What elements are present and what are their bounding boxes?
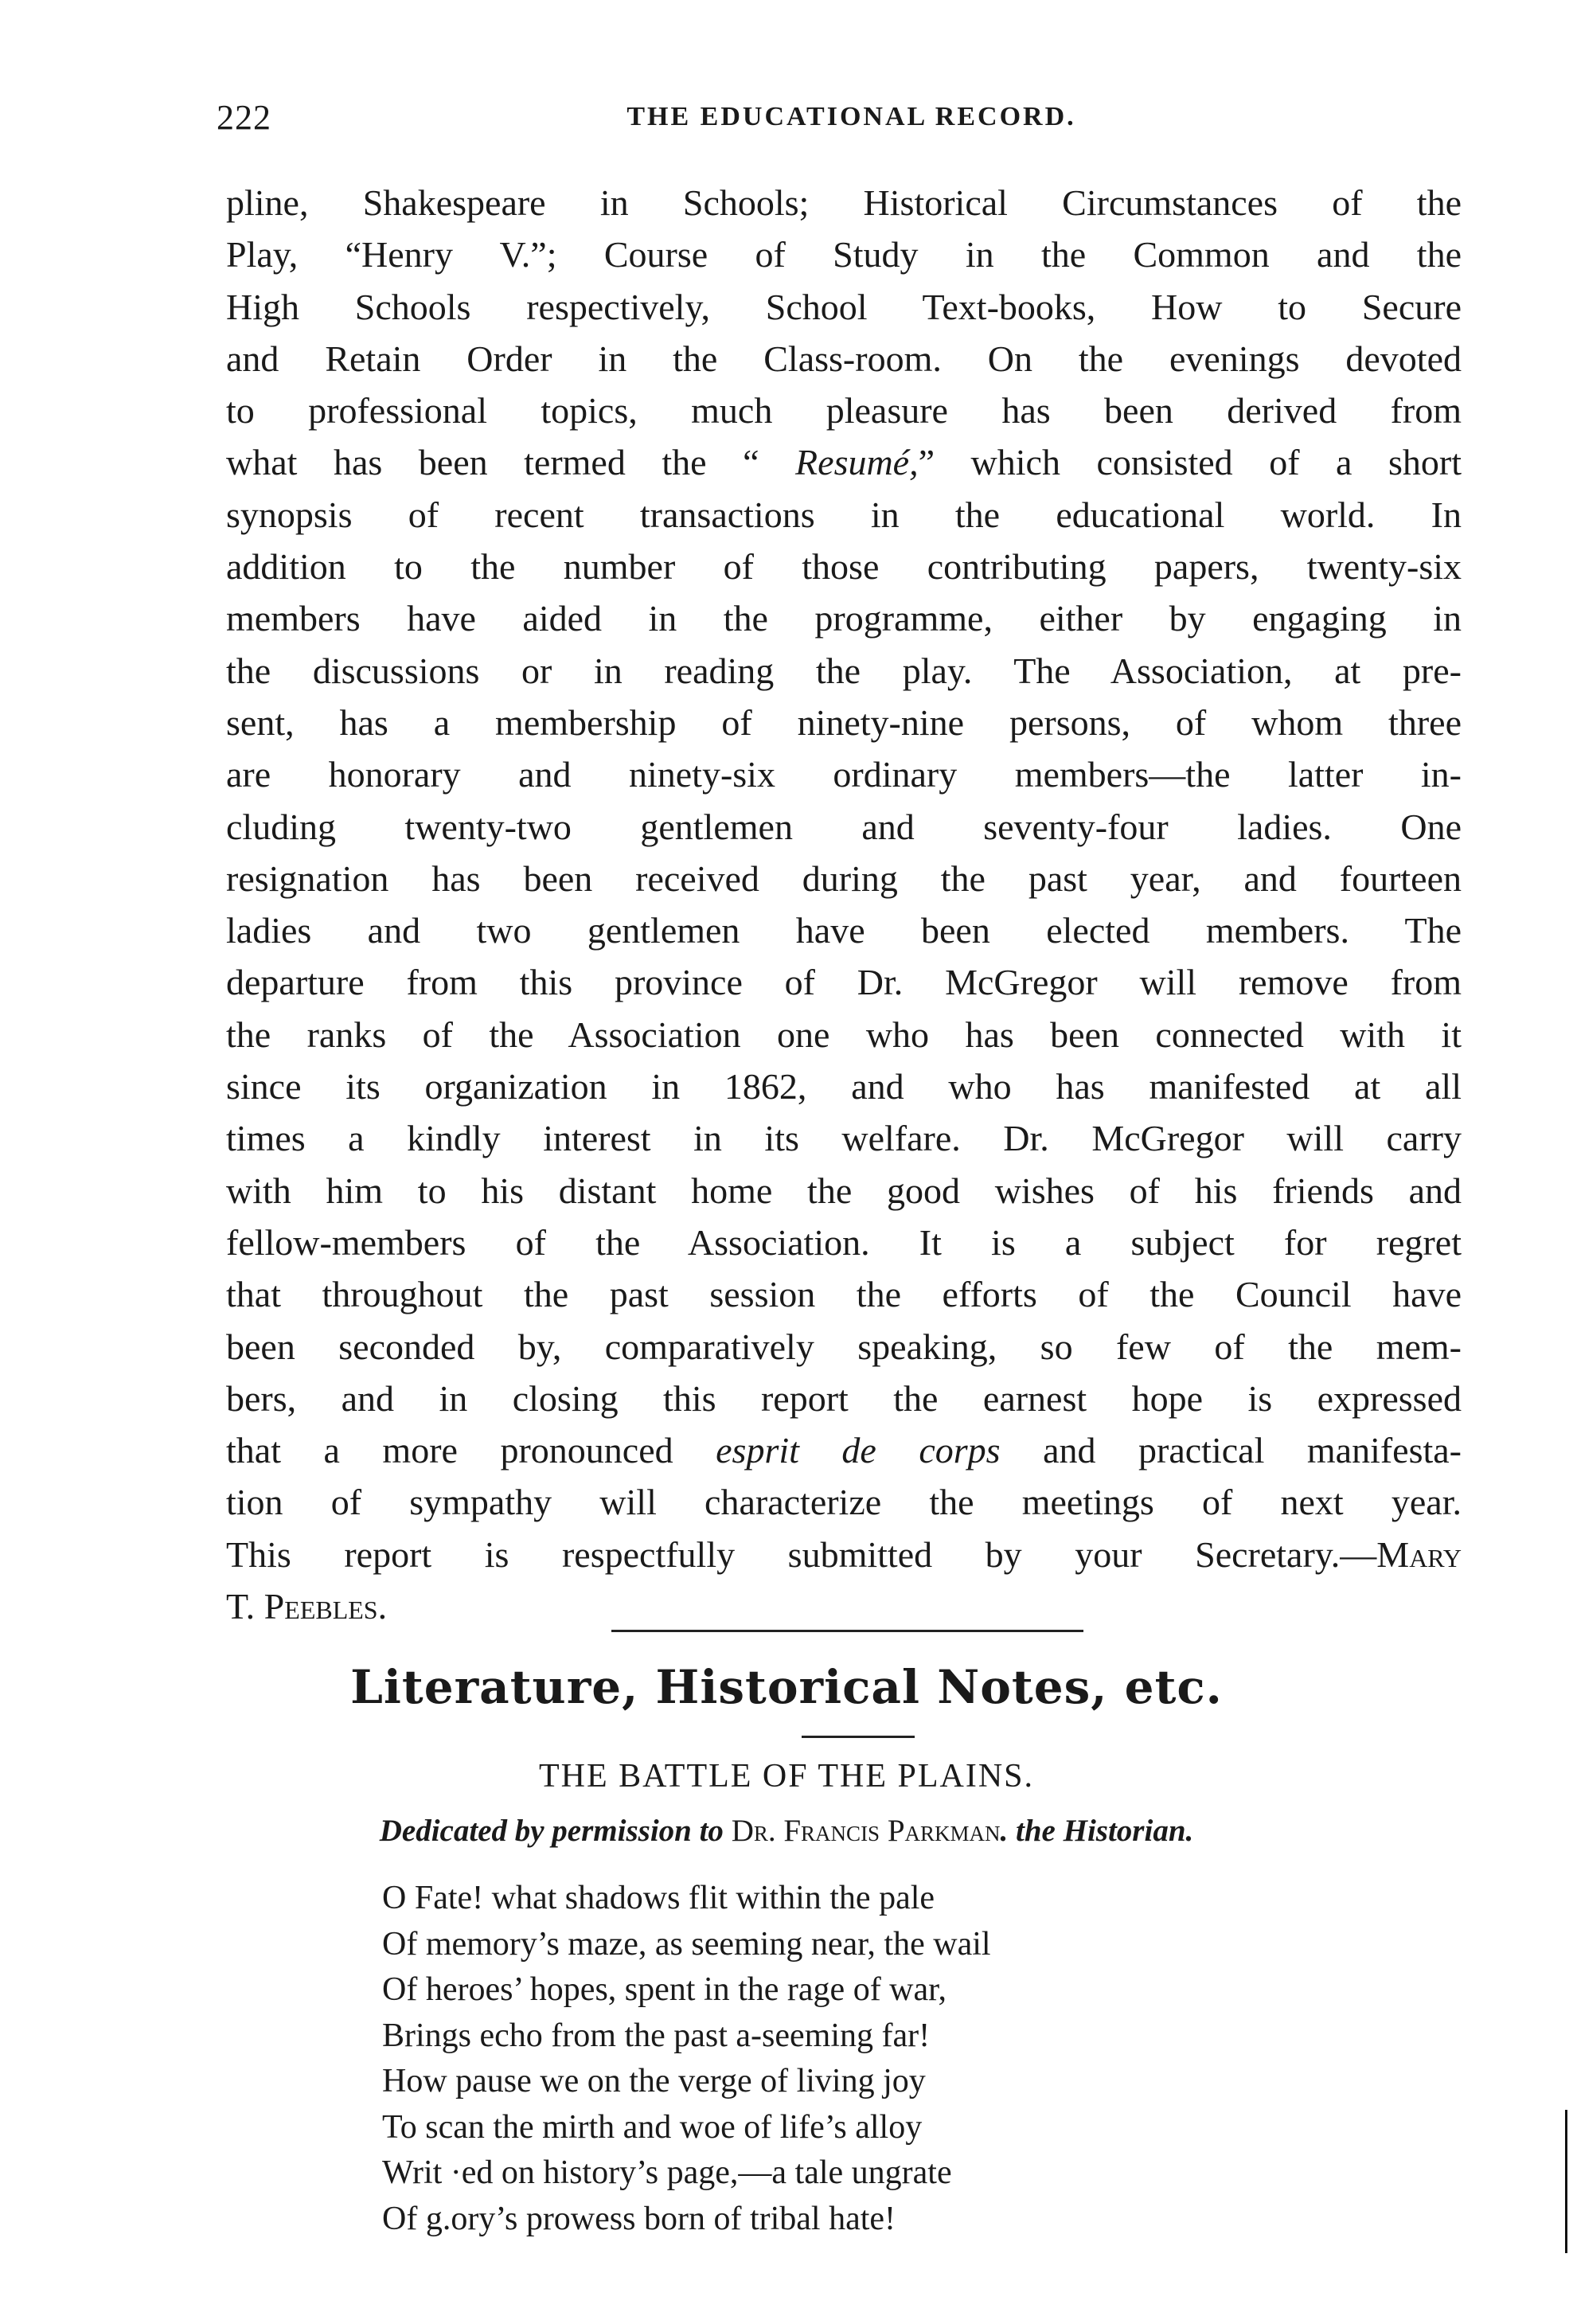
poem-line: Brings echo from the past a-seeming far!	[382, 2017, 931, 2054]
body-line-start: that a more pronounced	[226, 1430, 716, 1471]
journal-title: THE EDUCATIONAL RECORD.	[626, 102, 1076, 131]
scan-margin-mark	[1565, 2110, 1567, 2253]
body-paragraph	[226, 177, 1462, 1632]
section-heading: Literature, Historical Notes, etc.	[350, 1660, 1223, 1714]
body-line: Play, “Henry V.”; Course of Study in the Common and the	[226, 234, 1462, 275]
poem-line: How pause we on the verge of living joy	[382, 2063, 926, 2099]
body-line-end: ” which consisted of a short	[918, 442, 1462, 483]
body-line: High Schools respectively, School Text-books, How to Secure	[226, 286, 1462, 327]
body-line: departure from this province of Dr. McGregor will remove from	[226, 962, 1462, 1003]
section-divider	[611, 1630, 1083, 1632]
dedication-prefix: Dedicated by permission to	[379, 1814, 732, 1848]
body-line: fellow-members of the Association. It is a subject for regret	[226, 1221, 1462, 1263]
body-line: to professional topics, much pleasure has been derived from	[226, 390, 1462, 432]
poem-title: THE BATTLE OF THE PLAINS.	[538, 1758, 1035, 1795]
body-line-end: and practical manifesta-	[1000, 1430, 1462, 1471]
body-line: synopsis of recent transactions in the educational world. In	[226, 494, 1462, 535]
body-line: the discussions or in reading the play. The Association, at pre-	[226, 650, 1462, 691]
body-line: bers, and in closing this report the earnest hope is expressed	[226, 1377, 1462, 1419]
resume-word: Resumé,	[795, 442, 919, 483]
body-line: that throughout the past session the efforts of the Council have	[226, 1274, 1462, 1315]
body-line	[226, 1580, 1462, 1632]
dedication-suffix: . the Historian.	[1000, 1814, 1194, 1848]
body-line: pline, Shakespeare in Schools; Historical Circumstances of the	[226, 182, 1462, 223]
signature-first-name: Mary	[1376, 1533, 1462, 1575]
poem-line: To scan the mirth and woe of life’s alloy	[382, 2108, 923, 2146]
poem-line: Of g.ory’s prowess born of tribal hate!	[382, 2200, 896, 2237]
heading-short-rule	[802, 1736, 915, 1738]
body-line	[226, 1424, 1462, 1476]
dedicatee-name: Dr. Francis Parkman	[731, 1814, 1001, 1848]
body-line	[226, 436, 1462, 488]
body-line	[226, 1529, 1462, 1580]
body-line: and Retain Order in the Class-room. On the evenings devoted	[226, 338, 1462, 379]
body-line: resignation has been received during the past year, and fourteen	[226, 857, 1462, 899]
poem-dedication	[0, 1813, 1573, 1849]
body-line: members have aided in the programme, either by engaging in	[226, 598, 1462, 639]
body-line: ladies and two gentlemen have been elected members. The	[226, 910, 1462, 951]
poem-line: O Fate! what shadows flit within the pale	[382, 1880, 935, 1916]
running-header	[217, 97, 1438, 145]
body-line: since its organization in 1862, and who has manifested at all	[226, 1066, 1462, 1107]
body-line: times a kindly interest in its welfare. Dr. McGregor will carry	[226, 1118, 1462, 1159]
body-line: been seconded by, comparatively speaking, so few of the mem-	[226, 1326, 1462, 1367]
body-line-start: what has been termed the “	[226, 442, 796, 483]
poem-line: Of heroes’ hopes, spent in the rage of war,	[382, 1971, 947, 2008]
esprit-de-corps: esprit de corps	[716, 1430, 1001, 1471]
page-number: 222	[217, 98, 271, 137]
poem-body	[382, 1876, 1337, 2242]
body-line: cluding twenty-two gentlemen and seventy-four ladies. One	[226, 806, 1462, 847]
body-line: the ranks of the Association one who has been connected with it	[226, 1014, 1462, 1055]
signature-last-name: T. Peebles.	[226, 1586, 388, 1627]
body-line: tion of sympathy will characterize the meetings of next year.	[226, 1482, 1462, 1523]
poem-line: Writ ·ed on history’s page,—a tale ungrate	[382, 2154, 952, 2191]
body-line: are honorary and ninety-six ordinary members—the latter in-	[226, 754, 1462, 795]
body-line-start: This report is respectfully submitted by your Secretary.—	[226, 1533, 1377, 1575]
body-line: sent, has a membership of ninety-nine persons, of whom three	[226, 701, 1462, 743]
body-line: addition to the number of those contributing papers, twenty-six	[226, 546, 1462, 588]
poem-line: Of memory’s maze, as seeming near, the wail	[382, 1925, 991, 1963]
body-line: with him to his distant home the good wishes of his friends and	[226, 1170, 1462, 1211]
